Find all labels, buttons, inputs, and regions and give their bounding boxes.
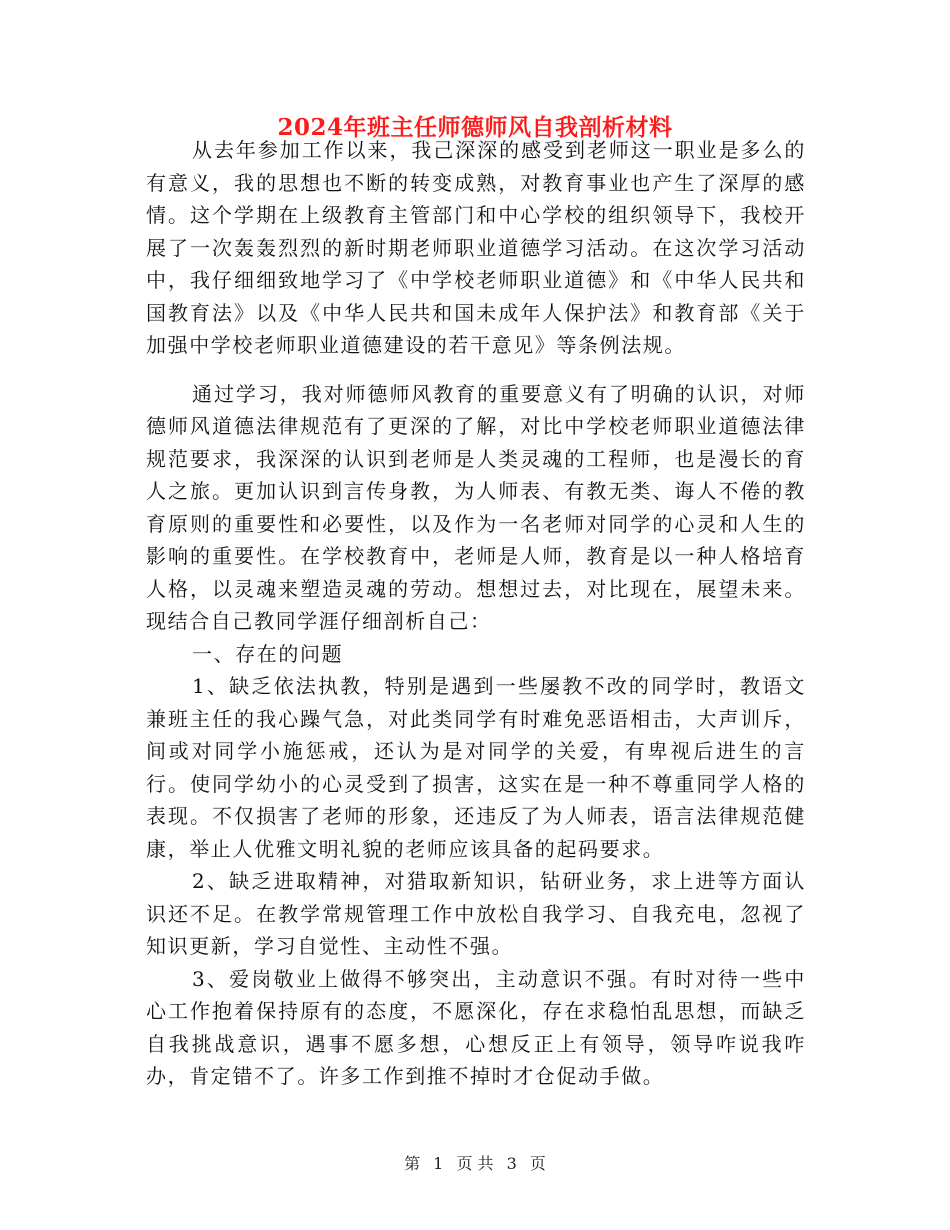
section-heading-problems: 一、存在的问题	[192, 641, 344, 666]
paragraph-reflection: 通过学习，我对师德师风教育的重要意义有了明确的认识，对师德师风道德法律规范有了更深的了解，对比中学校老师职业道德法律规范要求，我深深的认识到老师是人类灵魂的工程师，也是漫长的育人之旅。更加认识到言传身教，为人师表、有教无类、诲人不倦的教育原则的重要性和必要性，以及作为一名老师对同学的心灵和人生的影响的重要性。在学校教育中，老师是人师，教育是以一种人格培育人格，以灵魂来塑造灵魂的劳动。想想过去，对比现在，展望未来。现结合自己教同学涯仔细剖析自己：	[146, 381, 806, 633]
document-title: 2024年班主任师德师风自我剖析材料	[277, 114, 673, 141]
footer-suffix: 页	[529, 1154, 546, 1173]
document-body	[146, 134, 806, 1093]
paragraph-intro: 从去年参加工作以来，我己深深的感受到老师这一职业是多么的有意义，我的思想也不断的转变成熟，对教育事业也产生了深厚的感情。这个学期在上级教育主管部门和中心学校的组织领导下，我校开展了一次轰轰烈烈的新时期老师职业道德学习活动。在这次学习活动中，我仔细细致地学习了《中学校老师职业道德》和《中华人民共和国教育法》以及《中华人民共和国未成年人保护法》和教育部《关于加强中学校老师职业道德建设的若干意见》等条例法规。	[146, 138, 806, 357]
paragraph-problem-3: 3、爱岗敬业上做得不够突出，主动意识不强。有时对待一些中心工作抱着保持原有的态度，不愿深化，存在求稳怕乱思想，而缺乏自我挑战意识，遇事不愿多想，心想反正上有领导，领导咋说我咋办，肯定错不了。许多工作到推不掉时才仓促动手做。	[146, 966, 806, 1088]
paragraph-problem-1: 1、缺乏依法执教，特别是遇到一些屡教不改的同学时，教语文兼班主任的我心躁气急，对此类同学有时难免恶语相击，大声训斥，间或对同学小施惩戒，还认为是对同学的关爱，有卑视后进生的言行。使同学幼小的心灵受到了损害，这实在是一种不尊重同学人格的表现。不仅损害了老师的形象，还违反了为人师表，语言法律规范健康，举止人优雅文明礼貌的老师应该具备的起码要求。	[146, 674, 806, 861]
footer-middle: 页 共	[456, 1154, 494, 1173]
footer-total-pages: 3	[506, 1154, 517, 1173]
footer-prefix: 第	[404, 1154, 421, 1173]
page-footer	[0, 1153, 950, 1175]
paragraph-problem-2: 2、缺乏进取精神，对猎取新知识，钻研业务，求上进等方面认识还不足。在教学常规管理工作中放松自我学习、自我充电，忽视了知识更新，学习自觉性、主动性不强。	[146, 869, 806, 958]
footer-page-number: 1	[433, 1154, 444, 1173]
